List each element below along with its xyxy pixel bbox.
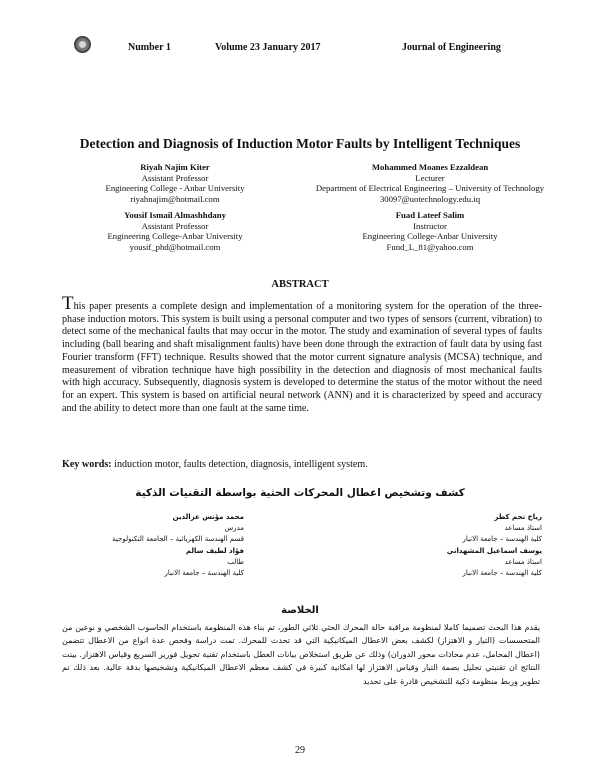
author-block-3 [60,210,290,252]
arabic-author-left [62,512,244,579]
arabic-abstract-heading: الخلاصة [281,605,319,616]
author-email: 30097@uotechnology.edu.iq [379,193,481,204]
abstract-heading: ABSTRACT [271,279,329,290]
author-role: Assistant Professor [141,172,209,183]
volume-date: Volume 23 January 2017 [215,42,321,53]
paper-title: Detection and Diagnosis of Induction Motor Faults by Intelligent Techniques [79,136,521,151]
author-email: riyahnajim@hotmail.com [130,193,220,204]
arabic-author-role: طالب [227,557,244,566]
page-number: 29 [295,745,305,756]
author-name: Riyah Najim Kiter [140,162,210,172]
author-block-1 [60,162,290,204]
author-role: Lecturer [415,172,445,183]
arabic-author-role: استاذ مساعد [504,557,542,566]
keywords [62,459,542,470]
abstract-text [62,293,542,415]
arabic-author-role: مدرس [224,524,244,533]
arabic-author-right [330,512,542,579]
abstract-drop-cap: T [62,293,74,314]
arabic-author-role: استاذ مساعد [504,524,542,533]
author-affiliation: Engineering College - Anbar University [105,183,245,194]
author-email: Fund_L_81@yahoo.com [386,241,474,252]
abstract-body: his paper presents a complete design and implementation of a monitoring system for the operation of the three-phase induction motors. This system is built using a personal computer and two types of sensors (current, vibration) to detect some of the mechanical faults that may occur in the motor. The study and examination of several types of faults including (ball bearing and shaft misalignment faults) have been done through the extraction of fault data by using fast Fourier transform (FFT) technique. Results showed that the motor current signature analysis (MCSA) technique, and measurement of vibration technique have high possibility in the detection and diagnosis of most mechanical faults with high accuracy. Subsequently, diagnosis system is developed to determine the status of the motor without the need for an expert. This system is based on artificial neural network (ANN) and it is characterized by speed and accuracy and the ability to detect more than one fault at the same time. [62,301,542,414]
author-name: Mohammed Moanes Ezzaldean [371,162,489,172]
arabic-author-affiliation: كلية الهندسة – جامعة الانبار [164,569,244,578]
author-email: yousif_phd@hotmail.com [129,241,221,252]
author-block-4 [300,210,560,252]
keywords-label: Key words: [62,459,112,470]
arabic-author-affiliation: كلية الهندسة – جامعة الانبار [462,569,542,578]
arabic-author-name: يوسف اسماعيل المشهداني [446,546,542,555]
author-name: Yousif Ismail Almashhdany [124,210,226,220]
journal-logo-icon [74,36,91,53]
arabic-author-affiliation: قسم الهندسة الكهربائية – الجامعة التكنولوجية [112,535,244,544]
keywords-list: induction motor, faults detection, diagnosis, intelligent system. [111,459,368,470]
author-block-2 [300,162,560,204]
author-affiliation: Engineering College-Anbar University [362,231,498,242]
issue-number: Number 1 [128,42,171,53]
author-role: Assistant Professor [141,220,209,231]
author-role: Instructor [413,220,447,231]
author-name: Fuad Lateef Salim [395,210,465,220]
author-affiliation: Engineering College-Anbar University [107,231,243,242]
arabic-author-name: رياح نجم كطر [494,513,542,521]
arabic-author-affiliation: كلية الهندسة – جامعة الانبار [462,535,542,544]
journal-name: Journal of Engineering [402,42,501,53]
arabic-abstract-text: يقدم هذا البحث تصميما كاملا لمنظومة مراقبة حالة المحرك الحثي ثلاثي الطور، تم بناء هذه المنظومة باستخدام الحاسوب الشخصي و نوعين من المتحسسات (التيار و الاهتزاز) لكشف بعض الاعطال الميكانيكية التي قد تحدث للمحرك. تمت دراسة وفحص عدة انواع من الاعطال تتضمن (اعطال المحامل، عدم محاذات محور الدوران) وذلك عن طريق استخلاص بيانات العطل باستخدام تقنية تحويل فورير السريع وقياس الاهتزاز. بينت النتائج ان تقنيتي تحليل بصمة التيار وقياس الاهتزاز لها امكانية كبيرة في كشف معظم الاعطال الميكانيكية وتشخيصها بدقة عالية. بعد ذلك تم تطوير وربط منظومة ذكية للتشخيص قادرة على تحديد [62,623,540,686]
arabic-author-name: محمد مؤنس عزالدين [172,513,244,521]
arabic-author-name: فؤاد لطيف سالم [185,546,244,555]
arabic-title: كشف وتشخيص اعطال المحركات الحثية بواسطة التقنيات الذكية [135,487,465,499]
author-affiliation: Department of Electrical Engineering – University of Technology [315,183,545,194]
